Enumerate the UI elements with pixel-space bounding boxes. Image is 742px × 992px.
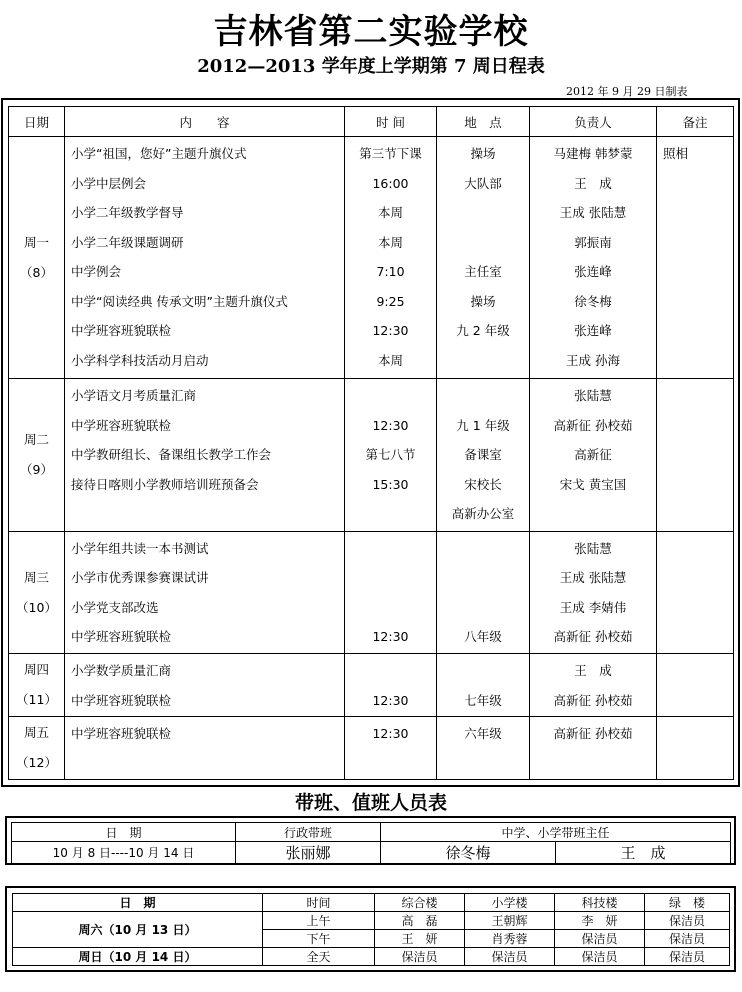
weekend-row	[13, 948, 730, 966]
weekend-cell: 保洁员	[645, 930, 730, 948]
item-note-blank	[657, 749, 733, 779]
day-number: （10）	[16, 599, 57, 615]
item-place: 操场	[470, 293, 496, 309]
item-content-cell	[65, 654, 345, 717]
item-content: 中学班容班貌联检	[71, 417, 172, 433]
duty-frame	[5, 816, 736, 865]
item-place-blank	[437, 749, 529, 779]
item-content: 小学二年级课题调研	[71, 234, 184, 250]
weekend-cell: 高 磊	[375, 912, 465, 930]
item-owner: 郭振南	[574, 234, 612, 250]
made-date: 2012 年 9 月 29 日制表	[566, 85, 688, 98]
weekend-cell: 王朝辉	[465, 912, 555, 930]
duty-header-row	[12, 823, 731, 842]
item-content: 中学例会	[71, 264, 122, 279]
weekend-header-lv: 绿 楼	[645, 894, 730, 912]
item-time: 12:30	[372, 323, 409, 338]
item-owner: 王 成	[574, 663, 612, 679]
item-note	[657, 686, 733, 716]
col-header-content: 内 容	[65, 107, 345, 137]
item-place: 宋校长	[464, 476, 502, 492]
saturday-date: 周六（10 月 13 日）	[13, 912, 263, 948]
item-content: 中学班容班貌联检	[71, 629, 172, 645]
col-header-time: 时 间	[345, 107, 437, 137]
item-time: 本周	[377, 205, 403, 220]
item-content: 小学中层例会	[71, 175, 147, 191]
item-content: 小学语文月考质量汇商	[71, 388, 197, 404]
item-owner: 马建梅 韩梦蒙	[553, 146, 633, 161]
item-time: 12:30	[372, 417, 409, 433]
weekend-cell: 保洁员	[465, 948, 555, 966]
duty-row	[12, 842, 731, 864]
item-note	[657, 169, 733, 199]
item-place-cell	[437, 137, 530, 379]
item-note	[657, 228, 733, 258]
item-owner: 徐冬梅	[574, 293, 612, 309]
weekend-frame	[5, 886, 736, 972]
schedule-day-row	[9, 531, 734, 654]
item-owner: 王 成	[574, 175, 612, 191]
item-time: 12:30	[372, 629, 409, 645]
schedule-day-row	[9, 654, 734, 717]
day-number: （9）	[20, 461, 53, 477]
item-content: 中学班容班貌联检	[71, 726, 172, 742]
item-owner-blank	[530, 749, 656, 779]
item-note	[657, 622, 733, 652]
weekend-cell: 保洁员	[645, 948, 730, 966]
item-note	[657, 499, 733, 529]
item-note	[657, 257, 733, 287]
item-place-cell	[437, 654, 530, 717]
item-note-cell	[657, 531, 734, 654]
item-content: 接待日喀则小学教师培训班预备会	[71, 476, 259, 492]
item-place: 六年级	[464, 726, 502, 742]
item-place: 主任室	[464, 264, 502, 279]
duty-teacher-2: 王 成	[556, 842, 731, 864]
col-header-date: 日期	[9, 107, 65, 137]
day-cell	[9, 654, 65, 717]
item-content: 中学教研组长、备课组长教学工作会	[71, 447, 272, 463]
item-content	[65, 499, 344, 529]
item-time	[345, 381, 436, 411]
item-note	[657, 287, 733, 317]
weekend-cell: 保洁员	[645, 912, 730, 930]
item-note	[657, 411, 733, 441]
item-note	[657, 346, 733, 376]
duty-date: 10 月 8 日----10 月 14 日	[12, 842, 236, 864]
item-time-cell	[345, 654, 437, 717]
item-time: 12:30	[372, 726, 409, 742]
item-time: 12:30	[372, 692, 409, 708]
item-note	[657, 440, 733, 470]
item-time: 9:25	[376, 293, 405, 309]
sunday-date: 周日（10 月 14 日）	[13, 948, 263, 966]
item-place: 大队部	[464, 175, 502, 191]
item-content: 中学班容班貌联检	[71, 323, 172, 338]
weekend-header-keji: 科技楼	[555, 894, 645, 912]
weekend-header-time: 时间	[263, 894, 375, 912]
col-header-owner: 负责人	[530, 107, 657, 137]
day-cell	[9, 531, 65, 654]
item-note-cell	[657, 717, 734, 780]
item-owner: 张陆慧	[574, 540, 612, 556]
item-place: 高新办公室	[451, 506, 515, 522]
duty-table	[11, 822, 731, 864]
item-content: 小学党支部改选	[71, 599, 159, 615]
schedule-frame	[1, 98, 740, 787]
item-content-cell	[65, 137, 345, 379]
item-time-cell	[345, 531, 437, 654]
day-name: 周二	[23, 431, 49, 447]
item-owner: 王成 孙海	[566, 352, 620, 368]
item-owner: 王成 李婧伟	[559, 599, 627, 615]
weekend-time: 全天	[263, 948, 375, 966]
day-number: （12）	[16, 755, 57, 771]
item-time: 本周	[377, 234, 403, 250]
col-header-note: 备注	[657, 107, 734, 137]
item-owner: 高新征 孙校茹	[553, 629, 633, 645]
weekend-header-row	[13, 894, 730, 912]
item-place	[437, 656, 529, 686]
schedule-day-row	[9, 379, 734, 532]
item-note-cell	[657, 137, 734, 379]
item-owner: 王成 张陆慧	[559, 205, 627, 220]
day-cell	[9, 137, 65, 379]
item-owner: 张连峰	[574, 264, 612, 279]
item-note	[657, 198, 733, 228]
item-owner: 王成 张陆慧	[559, 570, 627, 586]
item-note	[657, 316, 733, 346]
item-content: 小学“祖国，您好”主题升旗仪式	[71, 146, 247, 161]
weekend-cell: 李 妍	[555, 912, 645, 930]
col-header-place: 地 点	[437, 107, 530, 137]
item-content: 中学班容班貌联检	[71, 692, 172, 708]
item-place: 八年级	[464, 629, 502, 645]
weekend-table	[12, 893, 730, 966]
weekend-header-zonghe: 综合楼	[375, 894, 465, 912]
item-time-blank	[345, 749, 436, 779]
schedule-header-row	[9, 107, 734, 137]
item-time: 第七八节	[365, 447, 416, 463]
item-note	[657, 593, 733, 623]
weekend-header-date: 日 期	[13, 894, 263, 912]
weekend-time: 上午	[263, 912, 375, 930]
weekend-header-xiaoxue: 小学楼	[465, 894, 555, 912]
item-time-cell	[345, 137, 437, 379]
item-place	[437, 534, 529, 564]
weekend-cell: 王 妍	[375, 930, 465, 948]
item-owner: 张连峰	[574, 323, 612, 338]
schedule-body	[9, 137, 734, 780]
item-time	[345, 593, 436, 623]
item-owner: 高新征	[574, 447, 612, 463]
item-place	[437, 346, 529, 376]
item-note-cell	[657, 654, 734, 717]
item-place: 备课室	[464, 447, 502, 463]
item-place-cell	[437, 717, 530, 780]
item-content: 小学科学科技活动月启动	[71, 352, 209, 368]
item-content-cell	[65, 379, 345, 532]
item-note	[657, 719, 733, 749]
item-place: 操场	[470, 146, 496, 161]
day-name: 周一	[23, 234, 49, 250]
item-content-cell	[65, 717, 345, 780]
item-place	[437, 198, 529, 228]
item-place-cell	[437, 531, 530, 654]
day-number: （11）	[16, 692, 57, 708]
schedule-day-row	[9, 717, 734, 780]
day-name: 周五	[23, 725, 49, 741]
item-time	[345, 656, 436, 686]
item-time: 15:30	[372, 476, 409, 492]
item-place	[437, 593, 529, 623]
item-note	[657, 381, 733, 411]
duty-teacher-1: 徐冬梅	[381, 842, 556, 864]
item-owner: 高新征 孙校茹	[553, 726, 633, 742]
item-time	[345, 563, 436, 593]
item-note	[657, 656, 733, 686]
item-content-cell	[65, 531, 345, 654]
item-time: 本周	[377, 352, 403, 368]
item-time: 16:00	[372, 175, 409, 191]
item-content-blank	[65, 749, 344, 779]
item-place: 七年级	[464, 692, 502, 708]
item-time-cell	[345, 717, 437, 780]
item-note: 照相	[663, 146, 689, 161]
item-owner: 高新征 孙校茹	[553, 417, 633, 433]
duty-title: 带班、值班人员表	[294, 792, 447, 814]
item-owner-cell	[530, 379, 657, 532]
item-time: 7:10	[376, 264, 405, 279]
item-time-cell	[345, 379, 437, 532]
page-title: 吉林省第二实验学校	[213, 12, 529, 52]
schedule-table	[8, 106, 734, 780]
item-time	[345, 534, 436, 564]
day-cell	[9, 379, 65, 532]
item-owner-cell	[530, 531, 657, 654]
duty-admin: 张丽娜	[236, 842, 381, 864]
weekend-cell: 保洁员	[555, 948, 645, 966]
item-note	[657, 563, 733, 593]
item-owner-cell	[530, 654, 657, 717]
item-owner: 宋戈 黄宝国	[559, 476, 627, 492]
weekend-time: 下午	[263, 930, 375, 948]
item-time: 第三节下课	[359, 146, 422, 161]
day-name: 周三	[23, 569, 49, 585]
duty-header-teachers: 中学、小学带班主任	[381, 823, 731, 842]
item-place: 九 2 年级	[456, 323, 510, 338]
item-note	[657, 534, 733, 564]
item-content: 小学市优秀课参赛课试讲	[71, 570, 209, 586]
schedule-day-row	[9, 137, 734, 379]
item-owner	[530, 499, 656, 529]
day-cell	[9, 717, 65, 780]
weekend-cell: 肖秀蓉	[465, 930, 555, 948]
item-owner-cell	[530, 717, 657, 780]
weekend-cell: 保洁员	[555, 930, 645, 948]
item-place	[437, 381, 529, 411]
item-owner: 高新征 孙校茹	[553, 692, 633, 708]
item-content: 小学年组共读一本书测试	[71, 540, 209, 556]
item-place-cell	[437, 379, 530, 532]
duty-header-date: 日 期	[12, 823, 236, 842]
day-name: 周四	[23, 662, 49, 678]
item-place	[437, 563, 529, 593]
item-note-cell	[657, 379, 734, 532]
item-content: 小学数学质量汇商	[71, 663, 172, 679]
item-owner: 张陆慧	[574, 388, 612, 404]
weekend-row	[13, 912, 730, 930]
item-note	[657, 470, 733, 500]
duty-header-admin: 行政带班	[236, 823, 381, 842]
item-place	[437, 228, 529, 258]
item-owner-cell	[530, 137, 657, 379]
item-content: 小学二年级教学督导	[71, 205, 184, 220]
day-number: （8）	[20, 264, 53, 280]
item-content: 中学“阅读经典 传承文明”主题升旗仪式	[71, 293, 288, 309]
weekend-cell: 保洁员	[375, 948, 465, 966]
page-subtitle: 2012—2013 学年度上学期第 7 周日程表	[197, 56, 545, 77]
item-time	[345, 499, 436, 529]
item-place: 九 1 年级	[456, 417, 510, 433]
